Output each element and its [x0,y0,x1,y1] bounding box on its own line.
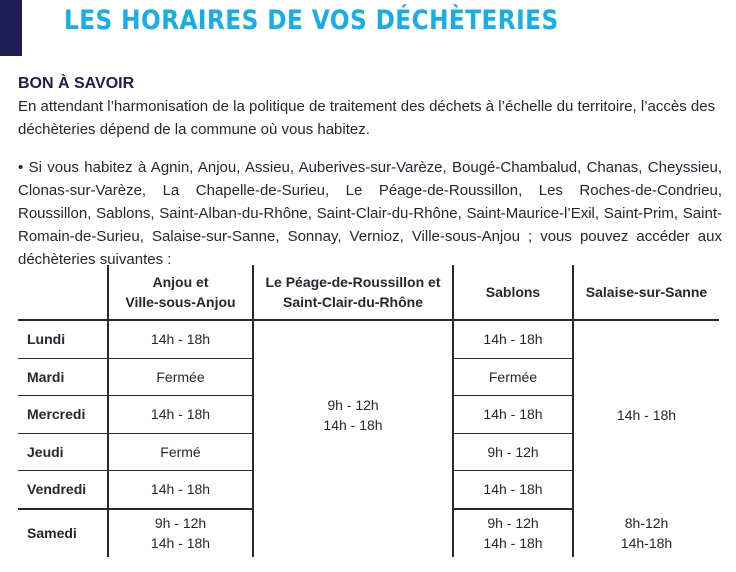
day-label: Mardi [18,358,108,396]
peage-saturday-cell [253,509,453,557]
sablons-cell: 9h - 12h [453,433,573,471]
header-anjou-line2: Ville-sous-Anjou [125,294,236,310]
header-anjou [108,265,253,320]
bullet-paragraph: • Si vous habitez à Agnin, Anjou, Assieu, Auberives-sur-Varèze, Bougé-Chambalud, Chanas, Cheyssieu, Clonas-sur-Varèze, La Chapelle-de-Surieu, Le Péage-de-Roussillon, Les Roches-de-Condrieu, Roussillon, Sablons, Saint-Alban-du-Rhône, Saint-Clair-du-Rhône, Saint-Maurice-l’Exil, Saint-Prim, Saint-Romain-de-Surieu, Salaise-sur-Sanne, Sonnay, Vernioz, Ville-sous-Anjou ; vous pouvez accéder aux déchèteries suivantes : [18,159,722,268]
header-peage-line2: Saint-Clair-du-Rhône [283,294,423,310]
anjou-cell: Fermé [108,433,253,471]
salaise-saturday-line1: 8h-12h [624,514,669,531]
peage-hours-line1: 9h - 12h [327,396,379,413]
sablons-cell: 14h - 18h [453,471,573,509]
day-label: Lundi [18,320,108,358]
anjou-saturday-line2: 14h - 18h [150,535,211,551]
page-title: LES HORAIRES DE VOS DÉCHÈTERIES [64,5,559,36]
title-accent-bar [0,0,22,56]
anjou-cell [108,509,253,557]
sablons-saturday-line2: 14h - 18h [483,535,543,551]
header-peage-line1: Le Péage-de-Roussillon et [265,274,441,290]
anjou-cell: 14h - 18h [108,471,253,509]
header-peage [253,265,453,320]
day-label: Jeudi [18,433,108,471]
intro-paragraph: En attendant l’harmonisation de la politique de traitement des déchets à l’échelle du territoire, l’accès des déchèteries dépend de la commune où vous habitez. [18,98,716,138]
salaise-merged-cell: 14h - 18h [573,320,719,509]
anjou-cell: 14h - 18h [108,396,253,434]
anjou-cell: Fermée [108,358,253,396]
sablons-cell: 14h - 18h [453,396,573,434]
table-header-row [18,265,719,320]
schedule-table [18,265,719,557]
sablons-cell [453,509,573,557]
section-subtitle: BON À SAVOIR [18,75,135,92]
salaise-cell [573,509,719,557]
header-empty-cell [18,265,108,320]
sablons-cell: Fermée [453,358,573,396]
day-label: Mercredi [18,396,108,434]
salaise-saturday-line2: 14h-18h [620,534,673,551]
sablons-cell: 14h - 18h [453,320,573,358]
sablons-saturday-line1: 9h - 12h [487,515,539,531]
table-row [18,320,719,358]
table-row [18,509,719,557]
peage-hours-line2: 14h - 18h [323,416,383,433]
anjou-saturday-line1: 9h - 12h [154,515,207,531]
day-label: Samedi [27,525,77,541]
anjou-cell: 14h - 18h [108,320,253,358]
peage-merged-cell [253,320,453,509]
header-sablons: Sablons [453,265,573,320]
header-anjou-line1: Anjou et [152,274,209,290]
day-label: Vendredi [18,471,108,509]
header-salaise: Salaise-sur-Sanne [573,265,719,320]
